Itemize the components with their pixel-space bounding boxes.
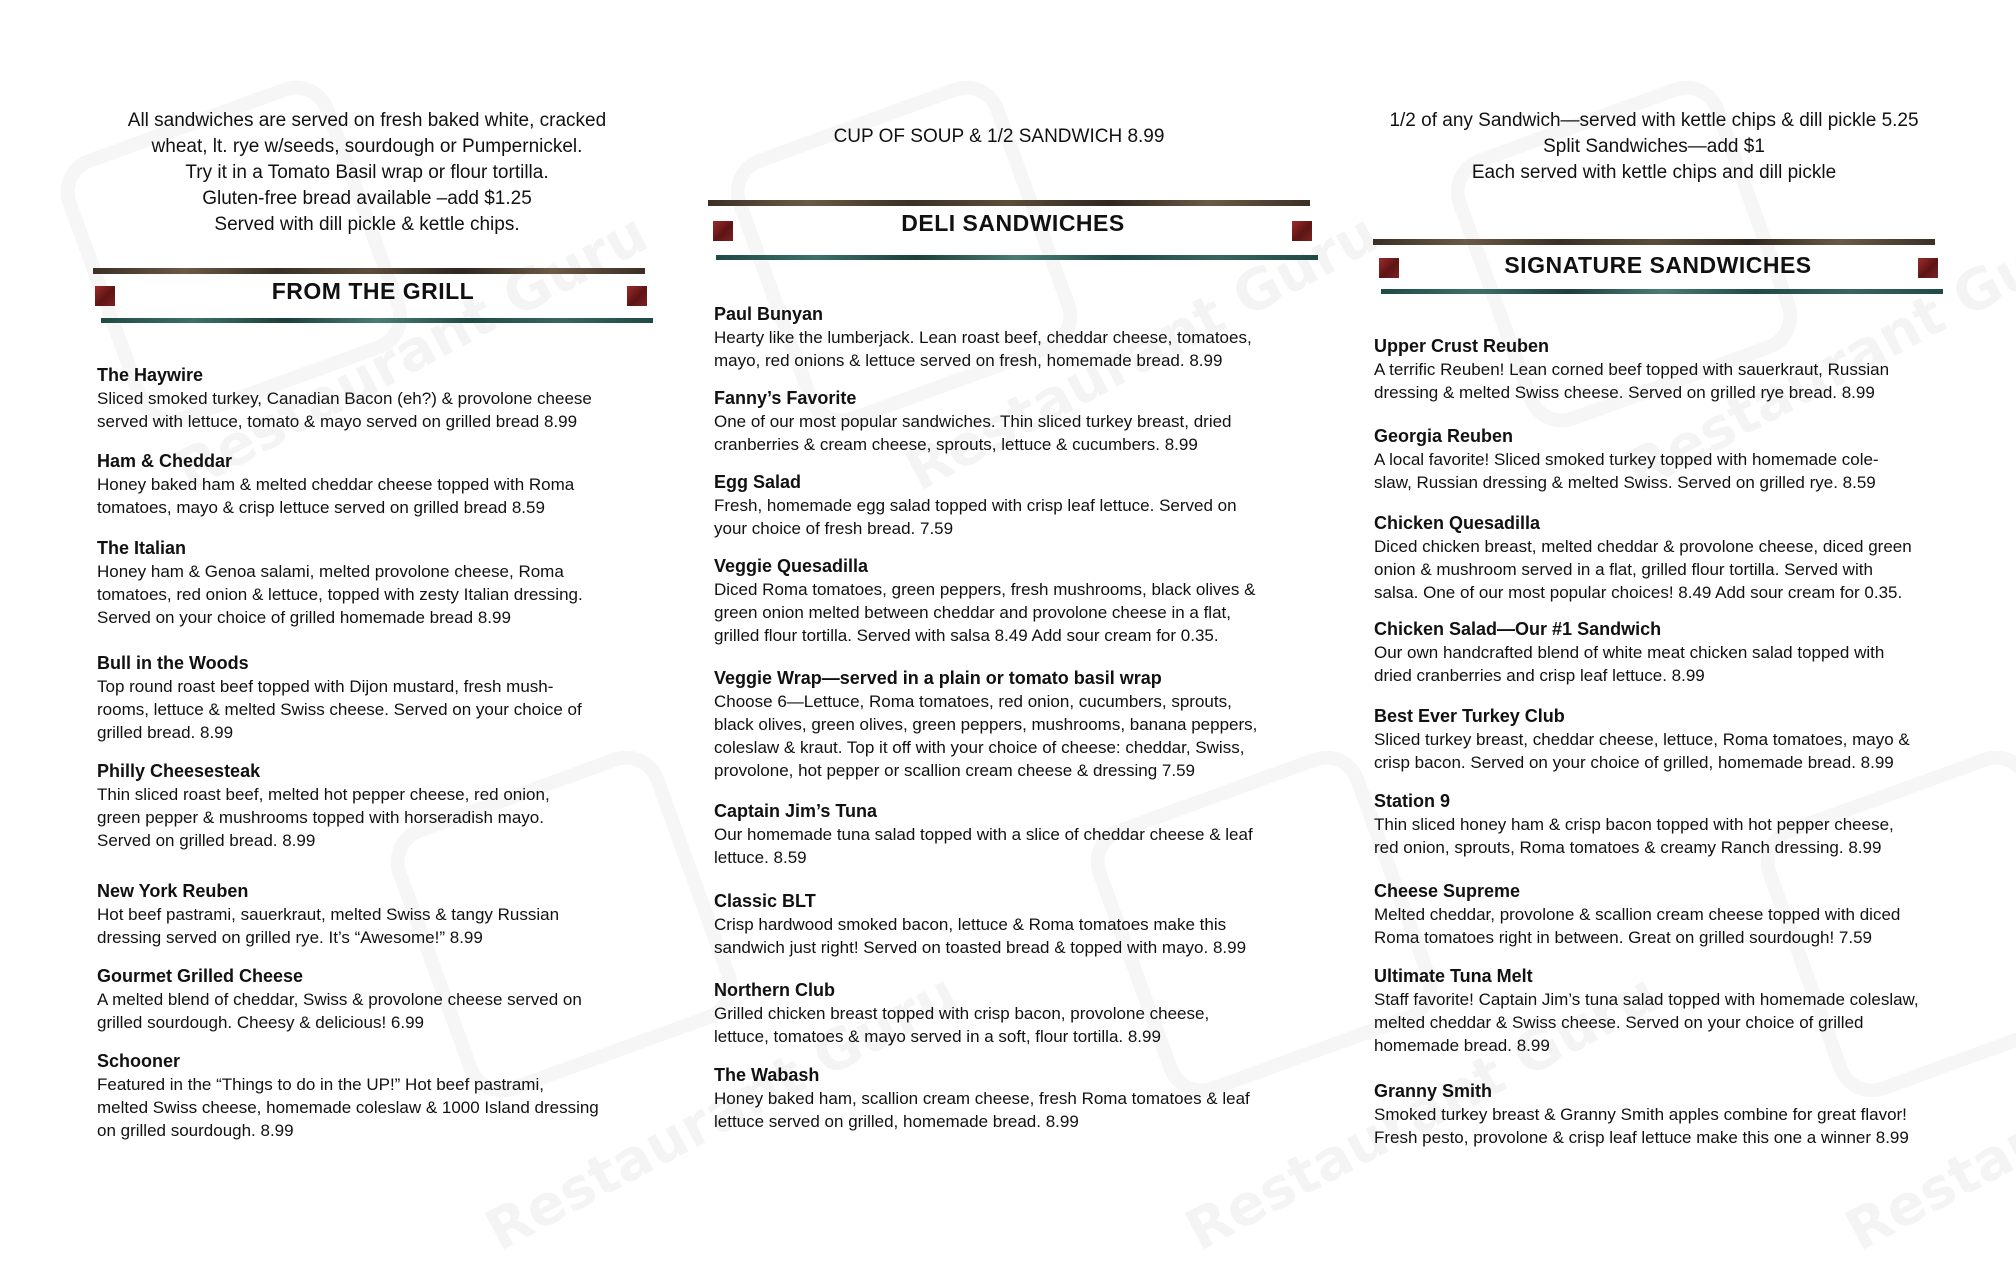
menu-item	[1374, 425, 1964, 494]
menu-item	[714, 667, 1324, 782]
menu-item-description	[97, 473, 657, 519]
header-rule-top	[1373, 239, 1935, 245]
description-line: Fresh, homemade egg salad topped with crisp leaf lettuce. Served on	[714, 496, 1237, 515]
description-line: Hot beef pastrami, sauerkraut, melted Swiss & tangy Russian	[97, 905, 560, 924]
menu-item	[714, 471, 1324, 540]
menu-item	[97, 1050, 657, 1142]
description-line: coleslaw & kraut. Top it off with your choice of cheese: cheddar, Swiss,	[714, 738, 1245, 757]
menu-item-name: Ham & Cheddar	[97, 451, 233, 471]
menu-item-name: Bull in the Woods	[97, 653, 249, 673]
menu-item	[97, 965, 657, 1034]
description-line: homemade bread. 8.99	[1374, 1036, 1550, 1055]
description-line: onion & mushroom served in a flat, grilled flour tortilla. Served with	[1374, 560, 1873, 579]
menu-item-description	[97, 560, 657, 629]
menu-item	[97, 450, 657, 519]
bread-info-line: Try it in a Tomato Basil wrap or flour tortilla.	[185, 162, 549, 183]
description-line: One of our most popular sandwiches. Thin sliced turkey breast, dried	[714, 412, 1232, 431]
soup-combo: CUP OF SOUP & 1/2 SANDWICH 8.99	[833, 126, 1165, 147]
menu-item-name: Paul Bunyan	[714, 304, 824, 324]
header-rule-bottom	[716, 255, 1318, 260]
description-line: served with lettuce, tomato & mayo served on grilled bread 8.99	[97, 412, 578, 431]
menu-item-name: Chicken Quesadilla	[1374, 513, 1541, 533]
bread-info-line: Served with dill pickle & kettle chips.	[214, 214, 520, 235]
menu-item-description	[97, 1073, 657, 1142]
menu-item-name: Captain Jim’s Tuna	[714, 801, 878, 821]
menu-item-description	[97, 675, 657, 744]
menu-item-name: Veggie Quesadilla	[714, 556, 869, 576]
menu-item-description	[714, 578, 1324, 647]
description-line: dressing served on grilled rye. It’s “Awesome!” 8.99	[97, 928, 483, 947]
description-line: Diced Roma tomatoes, green peppers, fresh mushrooms, black olives &	[714, 580, 1256, 599]
menu-item-description	[714, 913, 1324, 959]
menu-item-name: Gourmet Grilled Cheese	[97, 966, 304, 986]
menu-item	[97, 537, 657, 629]
menu-item-description	[1374, 988, 1964, 1057]
menu-item-name: Chicken Salad—Our #1 Sandwich	[1374, 619, 1662, 639]
bread-info	[97, 108, 637, 238]
menu-item	[714, 979, 1324, 1048]
menu-item	[714, 555, 1324, 647]
menu-item-description	[1374, 641, 1964, 687]
menu-item	[1374, 705, 1964, 774]
description-line: Sliced smoked turkey, Canadian Bacon (eh?) & provolone cheese	[97, 389, 592, 408]
description-line: cranberries & cream cheese, sprouts, lettuce & cucumbers. 8.99	[714, 435, 1198, 454]
menu-item-name: Philly Cheesesteak	[97, 761, 261, 781]
description-line: red onion, sprouts, Roma tomatoes & creamy Ranch dressing. 8.99	[1374, 838, 1882, 857]
menu-item	[1374, 618, 1964, 687]
description-line: salsa. One of our most popular choices! 8.49 Add sour cream for 0.35.	[1374, 583, 1903, 602]
description-line: melted Swiss cheese, homemade coleslaw & 1000 Island dressing	[97, 1098, 599, 1117]
description-line: Melted cheddar, provolone & scallion cream cheese topped with diced	[1374, 905, 1901, 924]
header-rule-bottom	[101, 318, 653, 323]
menu-item-name: The Italian	[97, 538, 187, 558]
menu-item	[714, 1064, 1324, 1133]
description-line: on grilled sourdough. 8.99	[97, 1121, 294, 1140]
description-line: Our own handcrafted blend of white meat chicken salad topped with	[1374, 643, 1885, 662]
menu-item-description	[1374, 535, 1964, 604]
menu-item-description	[714, 1002, 1324, 1048]
section-title: FROM THE GRILL	[271, 278, 475, 304]
description-line: tomatoes, mayo & crisp lettuce served on grilled bread 8.59	[97, 498, 545, 517]
description-line: melted cheddar & Swiss cheese. Served on your choice of grilled	[1374, 1013, 1864, 1032]
menu-item-description	[714, 823, 1324, 869]
description-line: Served on your choice of grilled homemade bread 8.99	[97, 608, 511, 627]
description-line: Featured in the “Things to do in the UP!” Hot beef pastrami,	[97, 1075, 544, 1094]
description-line: Top round roast beef topped with Dijon mustard, fresh mush-	[97, 677, 554, 696]
description-line: Thin sliced honey ham & crisp bacon topped with hot pepper cheese,	[1374, 815, 1894, 834]
description-line: green onion melted between cheddar and provolone cheese in a flat,	[714, 603, 1231, 622]
description-line: lettuce. 8.59	[714, 848, 807, 867]
section-header-deli	[708, 200, 1318, 260]
description-line: crisp bacon. Served on your choice of grilled, homemade bread. 8.99	[1374, 753, 1894, 772]
header-rule-top	[708, 200, 1310, 206]
menu-item-name: Classic BLT	[714, 891, 816, 911]
menu-item-description	[1374, 728, 1964, 774]
description-line: Smoked turkey breast & Granny Smith apples combine for great flavor!	[1374, 1105, 1907, 1124]
menu-item-description	[97, 988, 657, 1034]
description-line: Grilled chicken breast topped with crisp bacon, provolone cheese,	[714, 1004, 1210, 1023]
menu-item-description	[97, 903, 657, 949]
menu-item	[714, 303, 1324, 372]
bread-info-line: All sandwiches are served on fresh baked white, cracked	[127, 110, 607, 131]
description-line: lettuce, tomatoes & mayo served in a soft, flour tortilla. 8.99	[714, 1027, 1161, 1046]
menu-item	[97, 880, 657, 949]
menu-item-description	[1374, 813, 1964, 859]
description-line: Staff favorite! Captain Jim’s tuna salad topped with homemade coleslaw,	[1374, 990, 1919, 1009]
menu-item-name: New York Reuben	[97, 881, 249, 901]
description-line: Thin sliced roast beef, melted hot pepper cheese, red onion,	[97, 785, 550, 804]
section-title: SIGNATURE SANDWICHES	[1504, 252, 1812, 278]
half-sandwich-info-line: Each served with kettle chips and dill pickle	[1471, 162, 1837, 183]
menu-item-name: Ultimate Tuna Melt	[1374, 966, 1533, 986]
menu-item-description	[1374, 1103, 1964, 1149]
description-line: Sliced turkey breast, cheddar cheese, lettuce, Roma tomatoes, mayo &	[1374, 730, 1910, 749]
menu-item-name: Georgia Reuben	[1374, 426, 1514, 446]
menu-item-description	[714, 690, 1324, 782]
menu-item	[97, 760, 657, 852]
menu-item	[714, 387, 1324, 456]
half-sandwich-info	[1374, 108, 1934, 186]
half-sandwich-info-line: 1/2 of any Sandwich—served with kettle chips & dill pickle 5.25	[1389, 110, 1919, 131]
menu-item	[1374, 965, 1964, 1057]
menu-item-description	[714, 410, 1324, 456]
description-line: Honey baked ham & melted cheddar cheese topped with Roma	[97, 475, 575, 494]
section-header-signature	[1373, 239, 1943, 299]
menu-item	[97, 652, 657, 744]
menu-item-name: Cheese Supreme	[1374, 881, 1521, 901]
menu-item-description	[714, 1087, 1324, 1133]
description-line: Fresh pesto, provolone & crisp leaf lettuce make this one a winner 8.99	[1374, 1128, 1909, 1147]
description-line: sandwich just right! Served on toasted bread & topped with mayo. 8.99	[714, 938, 1247, 957]
menu-item-name: Egg Salad	[714, 472, 802, 492]
menu-item-name: Station 9	[1374, 791, 1451, 811]
description-line: Served on grilled bread. 8.99	[97, 831, 316, 850]
bread-info-line: Gluten-free bread available –add $1.25	[202, 188, 532, 209]
description-line: dressing & melted Swiss cheese. Served on grilled rye bread. 8.99	[1374, 383, 1875, 402]
description-line: Hearty like the lumberjack. Lean roast beef, cheddar cheese, tomatoes,	[714, 328, 1252, 347]
menu-item	[1374, 1080, 1964, 1149]
description-line: lettuce served on grilled, homemade bread. 8.99	[714, 1112, 1079, 1131]
description-line: grilled flour tortilla. Served with salsa 8.49 Add sour cream for 0.35.	[714, 626, 1219, 645]
description-line: provolone, hot pepper or scallion cream cheese & dressing 7.59	[714, 761, 1196, 780]
description-line: Honey ham & Genoa salami, melted provolone cheese, Roma	[97, 562, 564, 581]
description-line: dried cranberries and crisp leaf lettuce. 8.99	[1374, 666, 1705, 685]
description-line: your choice of fresh bread. 7.59	[714, 519, 954, 538]
description-line: slaw, Russian dressing & melted Swiss. Served on grilled rye. 8.59	[1374, 473, 1876, 492]
section-title: DELI SANDWICHES	[901, 210, 1125, 236]
menu-item	[714, 890, 1324, 959]
menu-item-name: Fanny’s Favorite	[714, 388, 857, 408]
header-rule-bottom	[1381, 289, 1943, 294]
menu-item-description	[1374, 448, 1964, 494]
menu-item	[1374, 880, 1964, 949]
description-line: A local favorite! Sliced smoked turkey topped with homemade cole-	[1374, 450, 1879, 469]
menu-item	[97, 364, 657, 433]
description-line: grilled sourdough. Cheesy & delicious! 6.99	[97, 1013, 424, 1032]
menu-item-name: Northern Club	[714, 980, 835, 1000]
description-line: black olives, green olives, green peppers, mushrooms, banana peppers,	[714, 715, 1258, 734]
menu-item-name: Best Ever Turkey Club	[1374, 706, 1565, 726]
description-line: mayo, red onions & lettuce served on fresh, homemade bread. 8.99	[714, 351, 1223, 370]
menu-item	[1374, 790, 1964, 859]
description-line: tomatoes, red onion & lettuce, topped with zesty Italian dressing.	[97, 585, 583, 604]
menu-item	[1374, 512, 1964, 604]
menu-item-description	[97, 387, 657, 433]
description-line: Our homemade tuna salad topped with a slice of cheddar cheese & leaf	[714, 825, 1253, 844]
description-line: Roma tomatoes right in between. Great on grilled sourdough! 7.59	[1374, 928, 1873, 947]
description-line: Diced chicken breast, melted cheddar & provolone cheese, diced green	[1374, 537, 1912, 556]
menu-item-description	[1374, 358, 1964, 404]
menu-item-name: Veggie Wrap—served in a plain or tomato basil wrap	[714, 668, 1162, 688]
menu-item-name: Granny Smith	[1374, 1081, 1493, 1101]
menu-item-name: The Haywire	[97, 365, 204, 385]
menu-item-name: The Wabash	[714, 1065, 820, 1085]
description-line: Crisp hardwood smoked bacon, lettuce & Roma tomatoes make this	[714, 915, 1227, 934]
description-line: A terrific Reuben! Lean corned beef topped with sauerkraut, Russian	[1374, 360, 1890, 379]
menu-item	[1374, 335, 1964, 404]
menu-item-name: Upper Crust Reuben	[1374, 336, 1550, 356]
description-line: A melted blend of cheddar, Swiss & provolone cheese served on	[97, 990, 582, 1009]
half-sandwich-info-line: Split Sandwiches—add $1	[1543, 136, 1765, 157]
section-header-grill	[93, 268, 653, 328]
description-line: grilled bread. 8.99	[97, 723, 234, 742]
header-rule-top	[93, 268, 645, 274]
description-line: green pepper & mushrooms topped with horseradish mayo.	[97, 808, 544, 827]
menu-item-description	[97, 783, 657, 852]
menu-item-description	[714, 326, 1324, 372]
menu-item-description	[1374, 903, 1964, 949]
description-line: Choose 6—Lettuce, Roma tomatoes, red onion, cucumbers, sprouts,	[714, 692, 1232, 711]
menu-item	[714, 800, 1324, 869]
menu-item-description	[714, 494, 1324, 540]
description-line: rooms, lettuce & melted Swiss cheese. Served on your choice of	[97, 700, 582, 719]
description-line: Honey baked ham, scallion cream cheese, fresh Roma tomatoes & leaf	[714, 1089, 1250, 1108]
menu-item-name: Schooner	[97, 1051, 181, 1071]
bread-info-line: wheat, lt. rye w/seeds, sourdough or Pumpernickel.	[151, 136, 583, 157]
